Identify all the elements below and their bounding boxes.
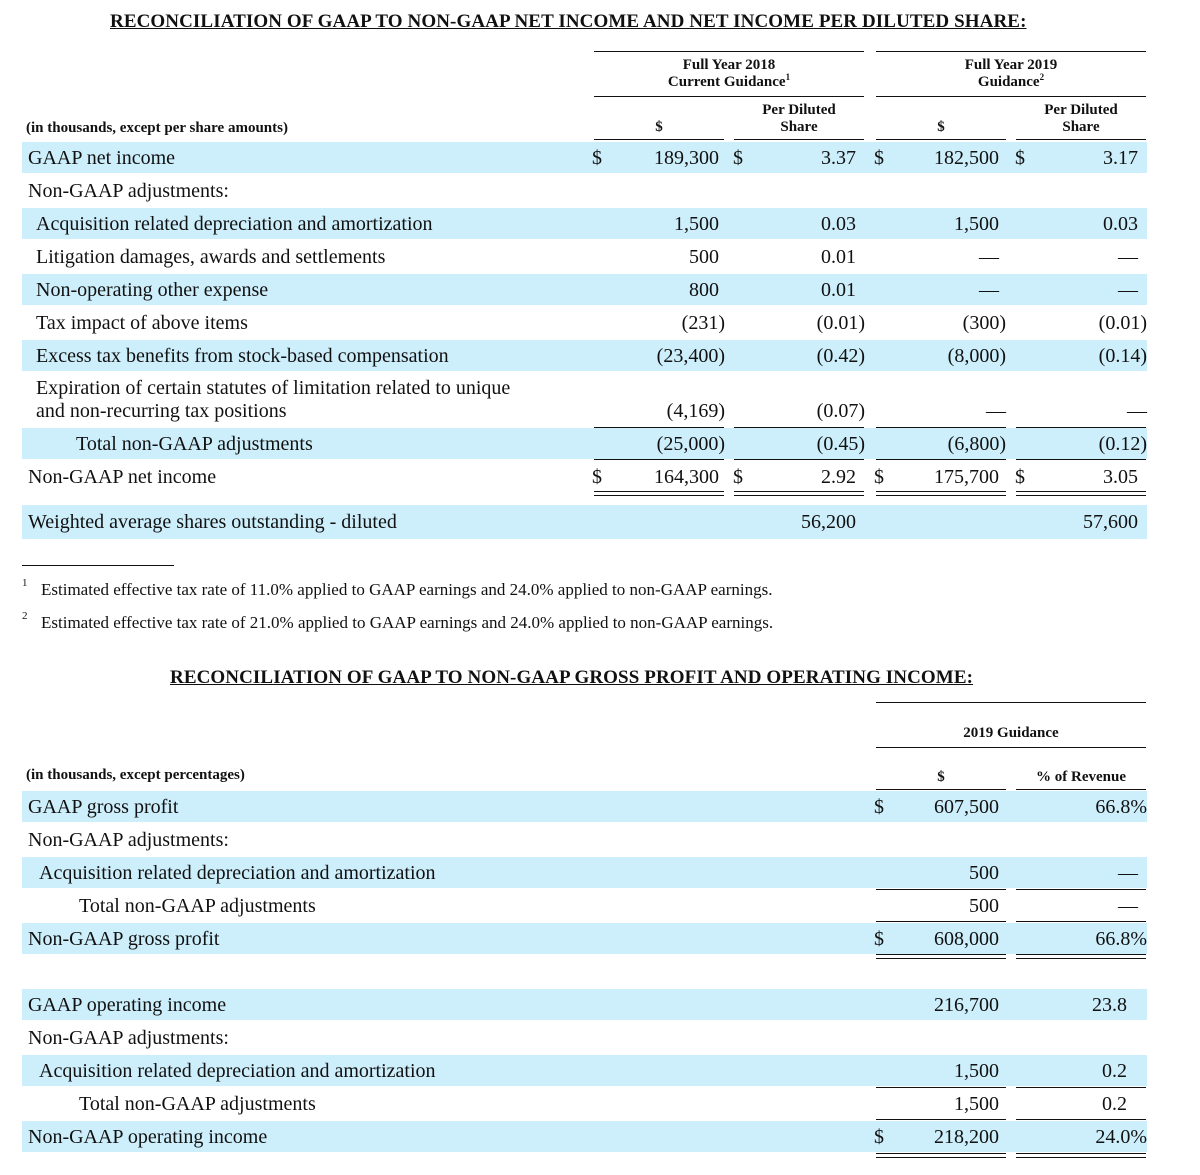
row-label: Non-GAAP adjustments: bbox=[28, 1027, 229, 1049]
cell-value: 3.05 bbox=[1103, 466, 1138, 488]
group-a-header-line2: Current Guidance$^1$ bbox=[667, 72, 791, 90]
cell-value: 216,700 bbox=[934, 994, 999, 1016]
group-b-header-line2: Guidance$^2$ bbox=[977, 72, 1045, 90]
cell-value: 500 bbox=[689, 246, 719, 268]
cell-value: 0.03 bbox=[821, 213, 856, 235]
table-row bbox=[22, 373, 1147, 427]
table-row bbox=[22, 1055, 1147, 1086]
group-a-mid-rule bbox=[594, 96, 864, 97]
footnote-ref-1: 1 bbox=[785, 72, 791, 82]
cell-value: (0.01) bbox=[1098, 312, 1147, 334]
col-a-per-share-header: Per Diluted Share bbox=[762, 102, 836, 135]
currency-sign: $ bbox=[874, 796, 884, 818]
cell-value: 56,200 bbox=[801, 511, 856, 533]
double-rule bbox=[594, 491, 724, 496]
total-rule bbox=[876, 921, 1006, 922]
cell-value: — bbox=[979, 246, 999, 268]
cell-value: — bbox=[986, 400, 1006, 422]
row-label: Non-GAAP gross profit bbox=[28, 928, 220, 950]
row-label: GAAP operating income bbox=[28, 994, 227, 1016]
col-pct-rule bbox=[1016, 789, 1146, 790]
table-row bbox=[22, 142, 1147, 173]
cell-value: 23.8 bbox=[1092, 994, 1127, 1016]
row-label: Weighted average shares outstanding - diluted bbox=[28, 511, 397, 533]
table2-title: RECONCILIATION OF GAAP TO NON-GAAP GROSS PROFIT AND OPERATING INCOME: bbox=[170, 667, 974, 688]
currency-sign: $ bbox=[874, 147, 884, 169]
cell-value: 608,000 bbox=[934, 928, 999, 950]
table-row bbox=[22, 1088, 1147, 1119]
row-label: Total non-GAAP adjustments bbox=[76, 433, 313, 455]
currency-sign: $ bbox=[592, 147, 602, 169]
cell-value: (0.07) bbox=[816, 400, 865, 422]
table-row bbox=[22, 340, 1147, 371]
cell-value: — bbox=[1118, 246, 1138, 268]
cell-value: 0.01 bbox=[821, 279, 856, 301]
col-b-dollar-rule bbox=[876, 139, 1006, 140]
cell-value: 57,600 bbox=[1083, 511, 1138, 533]
group-header: 2019 Guidance bbox=[963, 725, 1059, 741]
row-label: Excess tax benefits from stock-based compensation bbox=[36, 345, 449, 367]
cell-value: 800 bbox=[689, 279, 719, 301]
cell-value: 189,300 bbox=[654, 147, 719, 169]
cell-value: — bbox=[1127, 400, 1147, 422]
cell-value: 66.8% bbox=[1095, 928, 1147, 950]
col-dollar-header: $ bbox=[937, 769, 945, 785]
row-label-cont: and non-recurring tax positions bbox=[36, 400, 287, 422]
group-mid-rule bbox=[876, 747, 1146, 748]
table2-units-note: (in thousands, except percentages) bbox=[26, 767, 245, 783]
cell-value: (4,169) bbox=[666, 400, 725, 422]
group-b-header-line1: Full Year 2019 bbox=[964, 57, 1058, 73]
row-label: Litigation damages, awards and settlements bbox=[36, 246, 386, 268]
double-rule bbox=[1016, 491, 1146, 496]
double-rule bbox=[1016, 1153, 1146, 1158]
cell-value: 607,500 bbox=[934, 796, 999, 818]
col-dollar-rule bbox=[876, 789, 1006, 790]
cell-value: 3.17 bbox=[1103, 147, 1138, 169]
table-row bbox=[22, 307, 1147, 338]
row-label: Total non-GAAP adjustments bbox=[79, 895, 316, 917]
col-a-pds-rule bbox=[734, 139, 864, 140]
cell-value: — bbox=[979, 279, 999, 301]
footnote-mark: 1 bbox=[22, 577, 28, 589]
cell-value: 1,500 bbox=[954, 1060, 999, 1082]
group-a-header-line1: Full Year 2018 bbox=[682, 57, 776, 73]
currency-sign: $ bbox=[733, 147, 743, 169]
row-label: Acquisition related depreciation and amortization bbox=[39, 1060, 436, 1082]
cell-value: 164,300 bbox=[654, 466, 719, 488]
total-rule bbox=[1016, 459, 1146, 460]
total-rule bbox=[876, 1119, 1006, 1120]
col-a-dollar-rule bbox=[594, 139, 724, 140]
col-b-per-share-header: Per Diluted Share bbox=[1044, 102, 1118, 135]
total-rule bbox=[1016, 921, 1146, 922]
footnote-mark: 2 bbox=[22, 610, 28, 622]
row-label: GAAP gross profit bbox=[28, 796, 179, 818]
cell-value: (300) bbox=[962, 312, 1006, 334]
double-rule bbox=[876, 954, 1006, 959]
table-row bbox=[22, 274, 1147, 305]
col-pct-header: % of Revenue bbox=[1036, 769, 1126, 785]
group-a-top-rule bbox=[594, 51, 864, 52]
cell-value: (23,400) bbox=[656, 345, 725, 367]
table-row bbox=[22, 890, 1147, 921]
double-rule bbox=[1016, 954, 1146, 959]
table-row bbox=[22, 791, 1147, 822]
cell-value: 0.2 bbox=[1102, 1060, 1127, 1082]
cell-value: 1,500 bbox=[674, 213, 719, 235]
currency-sign: $ bbox=[592, 466, 602, 488]
cell-value: 24.0% bbox=[1095, 1126, 1147, 1148]
cell-value: (25,000) bbox=[656, 433, 725, 455]
row-label: Expiration of certain statutes of limitation related to unique bbox=[36, 377, 511, 399]
group-b-top-rule bbox=[876, 51, 1146, 52]
total-rule bbox=[1016, 1119, 1146, 1120]
cell-value: — bbox=[1118, 279, 1138, 301]
footnote-ref-2: 2 bbox=[1039, 72, 1045, 82]
cell-value: 0.03 bbox=[1103, 213, 1138, 235]
cell-value: (231) bbox=[681, 312, 725, 334]
cell-value: — bbox=[1118, 895, 1138, 917]
cell-value: 500 bbox=[969, 895, 999, 917]
col-b-dollar-header: $ bbox=[937, 119, 945, 135]
table-row bbox=[22, 989, 1147, 1020]
row-label: Non-GAAP adjustments: bbox=[28, 829, 229, 851]
col-a-dollar-header: $ bbox=[655, 119, 663, 135]
table-row bbox=[22, 1121, 1147, 1152]
group-b-mid-rule bbox=[876, 96, 1146, 97]
cell-value: (0.42) bbox=[816, 345, 865, 367]
total-rule bbox=[876, 459, 1006, 460]
currency-sign: $ bbox=[874, 1126, 884, 1148]
table-row bbox=[22, 428, 1147, 459]
currency-sign: $ bbox=[733, 466, 743, 488]
table-row bbox=[22, 208, 1147, 239]
currency-sign: $ bbox=[1015, 466, 1025, 488]
footnote-text: Estimated effective tax rate of 11.0% applied to GAAP earnings and 24.0% applied to non-GAAP earnings. bbox=[41, 580, 773, 599]
currency-sign: $ bbox=[874, 466, 884, 488]
cell-value: (0.12) bbox=[1098, 433, 1147, 455]
group-a-header bbox=[594, 57, 864, 91]
row-label: Non-GAAP operating income bbox=[28, 1126, 268, 1148]
cell-value: 175,700 bbox=[934, 466, 999, 488]
table-row bbox=[22, 857, 1147, 888]
double-rule bbox=[876, 491, 1006, 496]
table1-title: RECONCILIATION OF GAAP TO NON-GAAP NET INCOME AND NET INCOME PER DILUTED SHARE: bbox=[110, 11, 1027, 32]
cell-value: 0.2 bbox=[1102, 1093, 1127, 1115]
row-label: Non-operating other expense bbox=[36, 279, 269, 301]
double-rule bbox=[876, 1153, 1006, 1158]
cell-value: (0.14) bbox=[1098, 345, 1147, 367]
table-row bbox=[22, 461, 1147, 492]
cell-value: 218,200 bbox=[934, 1126, 999, 1148]
row-label: Tax impact of above items bbox=[36, 312, 248, 334]
cell-value: (8,000) bbox=[947, 345, 1006, 367]
cell-value: (6,800) bbox=[947, 433, 1006, 455]
cell-value: 1,500 bbox=[954, 213, 999, 235]
table-row bbox=[22, 824, 1147, 855]
row-label: Non-GAAP adjustments: bbox=[28, 180, 229, 202]
cell-value: 1,500 bbox=[954, 1093, 999, 1115]
group-b-header bbox=[876, 57, 1146, 91]
currency-sign: $ bbox=[874, 928, 884, 950]
total-rule bbox=[594, 459, 724, 460]
table-row bbox=[22, 505, 1147, 539]
table-row bbox=[22, 1022, 1147, 1053]
footnote-separator bbox=[22, 565, 174, 566]
group-top-rule bbox=[876, 702, 1146, 703]
row-label: Acquisition related depreciation and amortization bbox=[39, 862, 436, 884]
currency-sign: $ bbox=[1015, 147, 1025, 169]
table1-units-note: (in thousands, except per share amounts) bbox=[26, 120, 288, 136]
cell-value: 182,500 bbox=[934, 147, 999, 169]
table-row bbox=[22, 241, 1147, 272]
cell-value: 0.01 bbox=[821, 246, 856, 268]
cell-value: (0.45) bbox=[816, 433, 865, 455]
cell-value: (0.01) bbox=[816, 312, 865, 334]
total-rule bbox=[734, 459, 864, 460]
cell-value: 66.8% bbox=[1095, 796, 1147, 818]
col-b-pds-rule bbox=[1016, 139, 1146, 140]
cell-value: 500 bbox=[969, 862, 999, 884]
row-label: Acquisition related depreciation and amortization bbox=[36, 213, 433, 235]
footnote-text: Estimated effective tax rate of 21.0% applied to GAAP earnings and 24.0% applied to non-GAAP earnings. bbox=[41, 613, 774, 632]
double-rule bbox=[734, 491, 864, 496]
row-label: Total non-GAAP adjustments bbox=[79, 1093, 316, 1115]
table-row bbox=[22, 175, 1147, 206]
cell-value: 2.92 bbox=[821, 466, 856, 488]
row-label: GAAP net income bbox=[28, 147, 176, 169]
table-row bbox=[22, 923, 1147, 954]
cell-value: 3.37 bbox=[821, 147, 856, 169]
row-label: Non-GAAP net income bbox=[28, 466, 217, 488]
cell-value: — bbox=[1118, 862, 1138, 884]
